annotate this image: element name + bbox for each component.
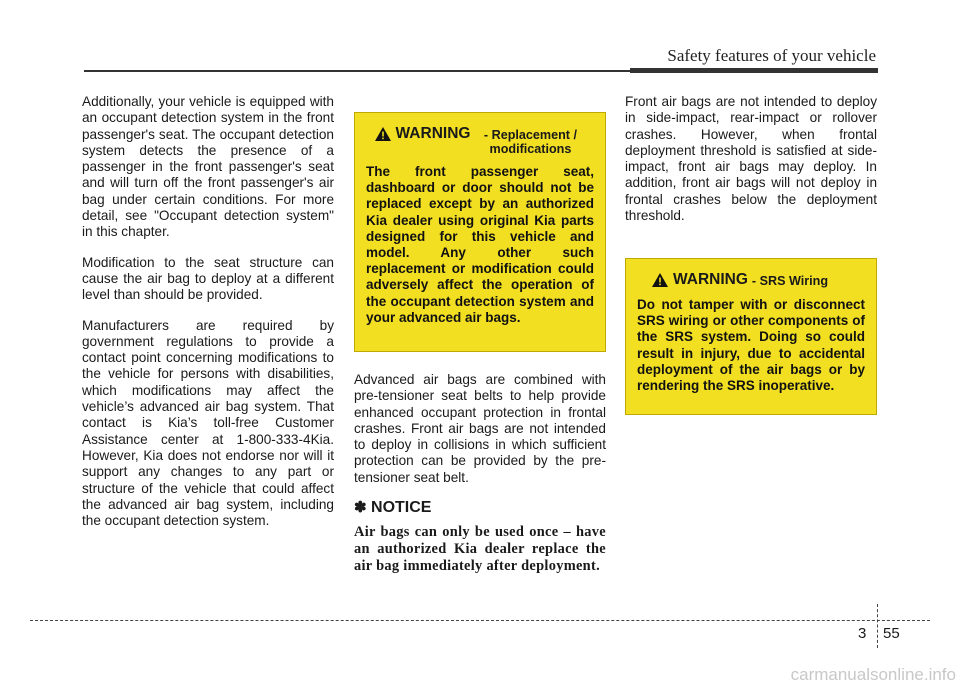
paragraph-occupant-detection: Additionally, your vehicle is equipped with an occupant detection system in the front passenger's seat. The occupant detection system detects the presence of a passenger in the front passenger's seat and will turn off the front passenger's air bag under certain conditions. For more detail, see "Occupant detection system" in this chapter. [82, 94, 334, 240]
warning-subtitle: - Replacement / modifications [483, 128, 577, 156]
warning-box-srs-wiring [625, 258, 877, 415]
page-header-title: Safety features of your vehicle [667, 46, 876, 65]
warning-word: WARNING [673, 271, 748, 288]
footer-divider [877, 604, 878, 648]
notice-heading [354, 500, 606, 516]
warning-subtitle: - SRS Wiring [751, 274, 829, 288]
warning-body: The front passenger seat, dashboard or door should not be replaced except by an authorized Kia dealer using original Kia parts designed for this vehicle and model. Any other such replacement or modification could adversely affect the operation of the occupant detection system and your advanced air bags. [366, 164, 594, 325]
paragraph-advanced-airbags: Advanced air bags are combined with pre-tensioner seat belts to help provide enhanced occupant protection in frontal crashes. Front air bags are not intended to deploy in collisions in which sufficient protection can be provided by the pre-tensioner seat belt. [354, 372, 606, 485]
header-rule-accent [630, 68, 878, 73]
footer-rule [30, 620, 930, 621]
warning-word: WARNING [395, 125, 471, 142]
column-right [625, 94, 877, 238]
page-number: 55 [883, 625, 900, 642]
paragraph-manufacturers: Manufacturers are required by government regulations to provide a contact point concerning modifications to the vehicle for persons with disabilities, which modifications may affect the vehicle’s advanced air bag system. That contact is Kia’s toll-free Customer Assistance center at 1-800-333-4Kia. However, Kia does not endorse nor will it support any changes to any part or structure of the vehicle that could affect the advanced air bag system, including the occupant detection system. [82, 317, 334, 529]
column-left [82, 94, 334, 543]
notice-title: NOTICE [371, 499, 432, 517]
notice-star-icon: ✽ [354, 499, 367, 517]
warning-triangle-icon [374, 126, 392, 142]
warning-header [366, 125, 594, 156]
notice-body: Air bags can only be used once – have an authorized Kia dealer replace the air bag immediately after deployment. [354, 524, 606, 575]
paragraph-seat-modification: Modification to the seat structure can cause the air bag to deploy at a different level than should be provided. [82, 254, 334, 303]
paragraph-front-airbags: Front air bags are not intended to deploy in side-impact, rear-impact or rollover crashes. However, when frontal deployment threshold is satisfied at side-impact, front air bags may deploy. In addition, front air bags will not deploy in frontal crashes below the deployment threshold. [625, 94, 877, 224]
warning-triangle-icon [651, 272, 669, 288]
warning-box-replacement [354, 112, 606, 352]
chapter-number: 3 [858, 625, 867, 642]
warning-body: Do not tamper with or disconnect SRS wiring or other components of the SRS system. Doing so could result in injury, due to accidental deployment of the air bags or by rendering the SRS inoperative. [637, 297, 865, 394]
watermark: carmanualsonline.info [790, 665, 956, 684]
warning-header [637, 271, 865, 289]
column-middle [354, 372, 606, 575]
